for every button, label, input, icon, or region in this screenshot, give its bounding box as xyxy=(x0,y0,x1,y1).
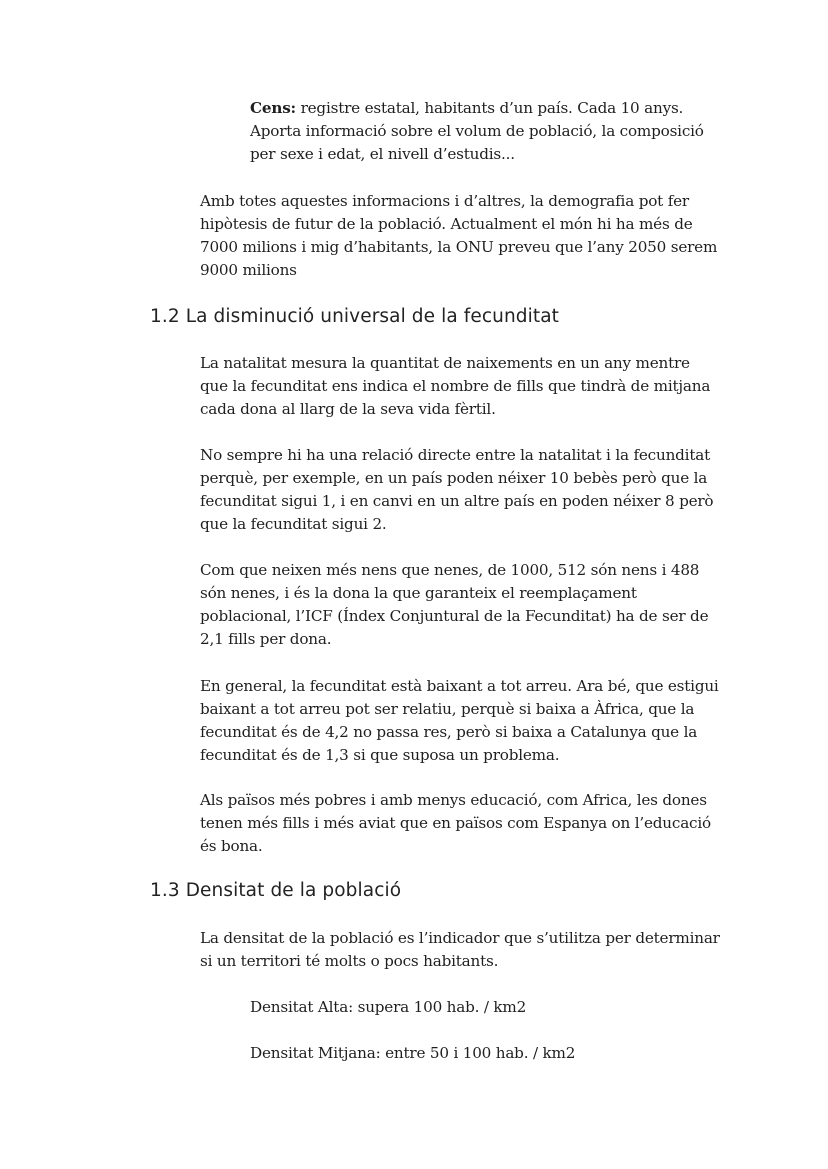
paragraph-line: perquè, per exemple, en un país poden néixer 10 bebès però que la xyxy=(200,469,708,487)
densitat-item-mitjana: Densitat Mitjana: entre 50 i 100 hab. / km2 xyxy=(250,1044,576,1062)
paragraph-line: Com que neixen més nens que nenes, de 1000, 512 són nens i 488 xyxy=(200,561,700,579)
paragraph-reemplacament xyxy=(200,559,740,651)
paragraph-line: 7000 milions i mig d’habitants, la ONU preveu que l’any 2050 serem xyxy=(200,238,718,256)
paragraph-line: que la fecunditat sigui 2. xyxy=(200,515,387,533)
paragraph-line: Als països més pobres i amb menys educació, com Africa, les dones xyxy=(200,791,707,809)
paragraph-line: 2,1 fills per dona. xyxy=(200,630,332,648)
paragraph-line: hipòtesis de futur de la població. Actualment el món hi ha més de xyxy=(200,215,693,233)
cens-line-1-text: registre estatal, habitants d’un país. Cada 10 anys. xyxy=(295,99,684,117)
paragraph-densitat xyxy=(200,927,740,973)
paragraph-line: Amb totes aquestes informacions i d’altres, la demografia pot fer xyxy=(200,192,689,210)
paragraph-line: 9000 milions xyxy=(200,261,297,279)
paragraph-line: cada dona al llarg de la seva vida fèrtil. xyxy=(200,400,496,418)
section-heading-1-3: 1.3 Densitat de la població xyxy=(150,880,402,901)
densitat-item-alta: Densitat Alta: supera 100 hab. / km2 xyxy=(250,998,527,1016)
paragraph-paisos xyxy=(200,789,740,858)
cens-definition xyxy=(250,97,720,166)
paragraph-line: En general, la fecunditat està baixant a tot arreu. Ara bé, que estigui xyxy=(200,677,719,695)
paragraph-line: poblacional, l’ICF (Índex Conjuntural de la Fecunditat) ha de ser de xyxy=(200,607,709,625)
paragraph-general xyxy=(200,675,740,767)
paragraph-line: La natalitat mesura la quantitat de naixements en un any mentre xyxy=(200,354,690,372)
section-heading-1-2: 1.2 La disminució universal de la fecunditat xyxy=(150,306,559,327)
paragraph-line: tenen més fills i més aviat que en països com Espanya on l’educació xyxy=(200,814,711,832)
paragraph-line: que la fecunditat ens indica el nombre de fills que tindrà de mitjana xyxy=(200,377,711,395)
cens-line-3: per sexe i edat, el nivell d’estudis... xyxy=(250,145,515,163)
cens-line-2: Aporta informació sobre el volum de població, la composició xyxy=(250,122,704,140)
intro-paragraph xyxy=(200,190,740,282)
paragraph-line: fecunditat és de 1,3 si que suposa un problema. xyxy=(200,746,560,764)
paragraph-line: fecunditat sigui 1, i en canvi en un altre país en poden néixer 8 però xyxy=(200,492,714,510)
paragraph-natalitat xyxy=(200,352,740,421)
cens-term: Cens: xyxy=(250,99,296,117)
cens-line-1 xyxy=(250,97,720,120)
paragraph-line: són nenes, i és la dona la que garanteix el reemplaçament xyxy=(200,584,637,602)
paragraph-relacio xyxy=(200,444,740,536)
paragraph-line: fecunditat és de 4,2 no passa res, però si baixa a Catalunya que la xyxy=(200,723,698,741)
paragraph-line: baixant a tot arreu pot ser relatiu, perquè si baixa a Àfrica, que la xyxy=(200,700,695,718)
paragraph-line: No sempre hi ha una relació directe entre la natalitat i la fecunditat xyxy=(200,446,710,464)
paragraph-line: és bona. xyxy=(200,837,263,855)
paragraph-line: La densitat de la població es l’indicador que s’utilitza per determinar xyxy=(200,929,720,947)
paragraph-line: si un territori té molts o pocs habitants. xyxy=(200,952,499,970)
